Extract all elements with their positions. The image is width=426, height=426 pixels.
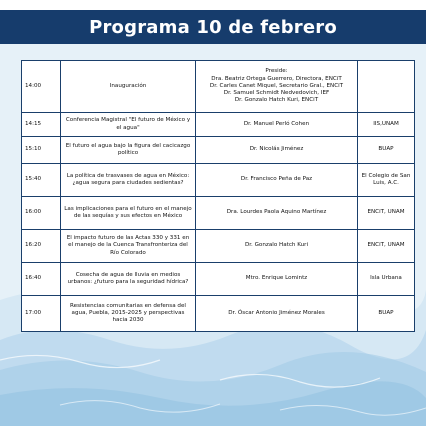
presides-label: Preside: [265, 68, 288, 75]
institution-cell: IIS,UNAM [358, 113, 415, 137]
time-cell: 15:10 [22, 137, 61, 164]
speaker-cell: Dr. Francisco Peña de Paz [196, 164, 358, 197]
table-row [22, 164, 415, 197]
institution-cell: Isla Urbana [358, 263, 415, 296]
time-cell: 16:40 [22, 263, 61, 296]
table-row [22, 263, 415, 296]
speaker-cell: Mtro. Enrique Lomintz [196, 263, 358, 296]
time-cell: 16:00 [22, 197, 61, 230]
table-row [22, 230, 415, 263]
speaker-line: Dr. Samuel Schmidt Nedvedovich, IEF [223, 90, 330, 97]
institution-cell [358, 61, 415, 113]
speaker-cell: Dra. Lourdes Paola Aquino Martínez [196, 197, 358, 230]
table-row [22, 197, 415, 230]
speaker-cell: Dr. Nicolás Jiménez [196, 137, 358, 164]
title-cell: El impacto futuro de las Actas 330 y 331 en el manejo de la Cuenca Transfronteriza del Río Colorado [61, 230, 196, 263]
time-cell: 17:00 [22, 296, 61, 332]
table-row [22, 113, 415, 137]
title-cell: Resistencias comunitarias en defensa del agua, Puebla, 2015-2025 y perspectivas hacia 2030 [61, 296, 196, 332]
title-cell: La política de trasvases de agua en México: ¿agua segura para ciudades sedientas? [61, 164, 196, 197]
speaker-line: Dr. Gonzalo Hatch Kuri, ENCiT [234, 97, 319, 104]
title-cell: Las implicaciones para el futuro en el manejo de las sequías y sus efectos en México [61, 197, 196, 230]
title-cell: Inauguración [61, 61, 196, 113]
title-cell: Conferencia Magistral "El futuro de México y el agua" [61, 113, 196, 137]
time-cell: 14:15 [22, 113, 61, 137]
institution-cell: BUAP [358, 296, 415, 332]
institution-cell: BUAP [358, 137, 415, 164]
speaker-line: Dr. Carles Canet Miquel, Secretario Gral., ENCiT [209, 82, 344, 89]
speaker-cell [196, 61, 358, 113]
title-cell: Cosecha de agua de lluvia en medios urbanos: ¿futuro para la seguridad hídrica? [61, 263, 196, 296]
speaker-cell: Dr. Manuel Perló Cohen [196, 113, 358, 137]
time-cell: 14:00 [22, 61, 61, 113]
speaker-line: Dra. Beatriz Ortega Guerrero, Directora, ENCiT [211, 75, 342, 82]
speaker-cell: Dr. Gonzalo Hatch Kuri [196, 230, 358, 263]
title-cell: El futuro el agua bajo la figura del cacicazgo político [61, 137, 196, 164]
table-row [22, 137, 415, 164]
title-bar [0, 10, 426, 44]
institution-cell: ENCiT, UNAM [358, 197, 415, 230]
institution-cell: ENCiT, UNAM [358, 230, 415, 263]
time-cell: 15:40 [22, 164, 61, 197]
program-table [21, 60, 415, 332]
table-row [22, 296, 415, 332]
page-title: Programa 10 de febrero [89, 16, 337, 38]
speaker-cell: Dr. Óscar Antonio Jiménez Morales [196, 296, 358, 332]
time-cell: 16:20 [22, 230, 61, 263]
table-row [22, 61, 415, 113]
institution-cell: El Colegio de San Luis, A.C. [358, 164, 415, 197]
